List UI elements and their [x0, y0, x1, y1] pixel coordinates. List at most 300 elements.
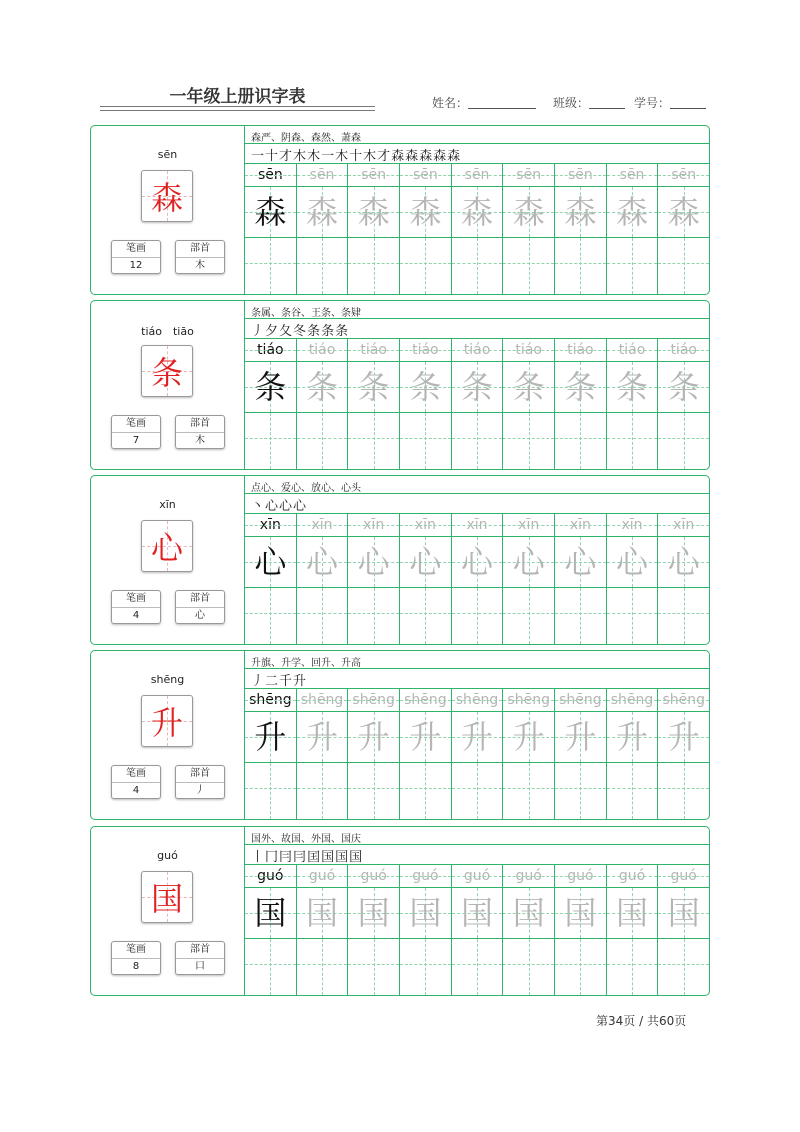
blank-practice-box[interactable]: [503, 413, 554, 469]
practice-pinyin: shēng: [348, 689, 399, 712]
stroke-count-box: [111, 941, 161, 975]
practice-pinyin: guó: [348, 865, 399, 888]
page-number: 第34页 / 共60页: [596, 1014, 687, 1028]
practice-pinyin: shēng: [245, 689, 296, 712]
practice-pinyin: tiáo: [348, 339, 399, 362]
practice-cell[interactable]: [502, 514, 554, 644]
blank-practice-box[interactable]: [297, 413, 348, 469]
practice-pinyin: guó: [245, 865, 296, 888]
blank-practice-box[interactable]: [503, 939, 554, 995]
blank-practice-box[interactable]: [245, 939, 296, 995]
radical-box: [175, 590, 225, 624]
practice-cell[interactable]: [554, 339, 606, 469]
practice-pinyin: shēng: [400, 689, 451, 712]
practice-grid: [245, 514, 709, 644]
practice-cell[interactable]: [606, 514, 658, 644]
practice-pinyin: tiáo: [658, 339, 709, 362]
practice-char: 森: [254, 193, 287, 231]
practice-pinyin: xīn: [658, 514, 709, 537]
stroke-step: 冃: [293, 850, 308, 865]
stroke-step: 囯: [307, 850, 322, 865]
character-box: [141, 695, 193, 747]
blank-practice-box[interactable]: [555, 763, 606, 819]
practice-char: 森: [667, 193, 700, 231]
blank-practice-box[interactable]: [658, 939, 709, 995]
blank-practice-box[interactable]: [400, 588, 451, 644]
practice-pinyin: guó: [503, 865, 554, 888]
practice-cell[interactable]: [347, 164, 399, 294]
character-box: [141, 345, 193, 397]
practice-char: 国: [254, 894, 287, 932]
practice-char: 心: [564, 543, 597, 581]
blank-practice-box[interactable]: [452, 763, 503, 819]
character-card: [90, 475, 710, 645]
blank-practice-box[interactable]: [348, 238, 399, 294]
character-pinyin: shēng: [150, 673, 185, 686]
stroke-step: 丿: [251, 674, 266, 689]
radical-box: [175, 765, 225, 799]
class-blank[interactable]: [589, 96, 625, 109]
character-card: [90, 826, 710, 996]
blank-practice-box[interactable]: [555, 939, 606, 995]
practice-char: 森: [616, 193, 649, 231]
page-title: 一年级上册识字表: [169, 87, 306, 107]
blank-practice-box[interactable]: [452, 588, 503, 644]
practice-cell[interactable]: [502, 339, 554, 469]
blank-practice-box[interactable]: [400, 413, 451, 469]
blank-practice-box[interactable]: [555, 238, 606, 294]
practice-char: 森: [461, 193, 494, 231]
stroke-count-box: [111, 590, 161, 624]
practice-pinyin: sēn: [503, 164, 554, 187]
practice-pinyin: xīn: [245, 514, 296, 537]
practice-pinyin: xīn: [400, 514, 451, 537]
main-character: 心: [150, 529, 183, 567]
practice-pinyin: sēn: [245, 164, 296, 187]
practice-char: 国: [461, 894, 494, 932]
practice-cell[interactable]: [657, 689, 709, 819]
stroke-step: 心: [279, 499, 294, 514]
blank-practice-box[interactable]: [348, 763, 399, 819]
practice-char: 心: [357, 543, 390, 581]
stroke-order: [251, 846, 363, 865]
practice-cell[interactable]: [451, 865, 503, 995]
practice-pinyin: shēng: [452, 689, 503, 712]
practice-char: 森: [512, 193, 545, 231]
practice-pinyin: guó: [400, 865, 451, 888]
blank-practice-box[interactable]: [297, 763, 348, 819]
blank-practice-box[interactable]: [607, 588, 658, 644]
blank-practice-box[interactable]: [297, 588, 348, 644]
practice-area: [245, 301, 709, 469]
practice-pinyin: guó: [607, 865, 658, 888]
practice-char: 条: [461, 368, 494, 406]
stroke-step: 森: [391, 149, 406, 164]
blank-practice-box[interactable]: [452, 238, 503, 294]
stroke-count-value: 8: [132, 961, 140, 972]
practice-pinyin: sēn: [452, 164, 503, 187]
practice-char: 国: [409, 894, 442, 932]
blank-practice-box[interactable]: [503, 763, 554, 819]
practice-char: 条: [616, 368, 649, 406]
practice-pinyin: xīn: [297, 514, 348, 537]
stroke-step: 心: [265, 499, 280, 514]
class-label: 班级：: [553, 96, 590, 110]
practice-cell[interactable]: [347, 689, 399, 819]
blank-practice-box[interactable]: [503, 238, 554, 294]
character-card: [90, 650, 710, 820]
practice-cell[interactable]: [554, 514, 606, 644]
practice-cell[interactable]: [399, 339, 451, 469]
practice-char: 条: [306, 368, 339, 406]
practice-cell[interactable]: [657, 865, 709, 995]
character-box: [141, 520, 193, 572]
practice-char: 心: [512, 543, 545, 581]
character-pinyin: sēn: [157, 148, 178, 161]
stroke-count-box: [111, 765, 161, 799]
practice-cell[interactable]: [347, 339, 399, 469]
main-character: 国: [150, 880, 183, 918]
stroke-count-value: 4: [132, 785, 140, 796]
practice-cell[interactable]: [606, 865, 658, 995]
practice-pinyin: guó: [555, 865, 606, 888]
stroke-step: 冬: [293, 324, 308, 339]
character-info: [91, 126, 245, 294]
stroke-step: 国: [349, 850, 364, 865]
stroke-count-box: [111, 240, 161, 274]
practice-char: 国: [564, 894, 597, 932]
example-words: 森严、阴森、森然、萧森: [251, 133, 361, 144]
radical-box: [175, 941, 225, 975]
name-field[interactable]: [432, 94, 536, 111]
practice-cell[interactable]: [245, 865, 296, 995]
blank-practice-box[interactable]: [400, 238, 451, 294]
practice-pinyin: xīn: [555, 514, 606, 537]
practice-char: 心: [461, 543, 494, 581]
stroke-step: 森: [419, 149, 434, 164]
stroke-step: 才: [279, 149, 294, 164]
practice-cell[interactable]: [606, 689, 658, 819]
blank-practice-box[interactable]: [400, 939, 451, 995]
practice-char: 心: [306, 543, 339, 581]
stroke-count-value: 12: [129, 260, 143, 271]
practice-cell[interactable]: [245, 339, 296, 469]
practice-pinyin: shēng: [297, 689, 348, 712]
stroke-step: 森: [405, 149, 420, 164]
practice-char: 国: [667, 894, 700, 932]
stroke-step: 木才: [363, 149, 392, 164]
practice-pinyin: guó: [297, 865, 348, 888]
practice-pinyin: tiáo: [297, 339, 348, 362]
stroke-step: 条: [307, 324, 322, 339]
blank-practice-box[interactable]: [658, 588, 709, 644]
blank-practice-box[interactable]: [452, 413, 503, 469]
example-words: 升旗、升学、回升、升高: [251, 658, 361, 669]
stroke-step: 森: [433, 149, 448, 164]
name-label: 姓名：: [432, 96, 469, 110]
practice-cell[interactable]: [296, 164, 348, 294]
practice-cell[interactable]: [451, 164, 503, 294]
practice-char: 升: [254, 718, 287, 756]
radical-value: 木: [195, 260, 205, 271]
main-character: 升: [150, 704, 183, 742]
practice-char: 升: [461, 718, 494, 756]
character-pinyin: guó: [157, 849, 178, 862]
radical-label: 部首: [176, 942, 224, 959]
practice-area: [245, 476, 709, 644]
character-info: [91, 476, 245, 644]
character-info: [91, 301, 245, 469]
blank-practice-box[interactable]: [503, 588, 554, 644]
main-character: 森: [150, 179, 183, 217]
practice-cell[interactable]: [657, 164, 709, 294]
stroke-order: [251, 320, 349, 339]
example-words: 国外、故国、外国、国庆: [251, 834, 361, 845]
stroke-step: 二: [265, 674, 280, 689]
stroke-step: 夕: [265, 324, 280, 339]
blank-practice-box[interactable]: [348, 939, 399, 995]
blank-practice-box[interactable]: [245, 238, 296, 294]
practice-char: 条: [667, 368, 700, 406]
practice-char: 森: [357, 193, 390, 231]
practice-cell[interactable]: [502, 689, 554, 819]
stroke-count-value: 4: [132, 610, 140, 621]
practice-char: 森: [409, 193, 442, 231]
character-card: [90, 300, 710, 470]
practice-cell[interactable]: [399, 514, 451, 644]
practice-area: [245, 651, 709, 819]
stroke-step: 千: [279, 674, 294, 689]
stroke-step: 冂: [265, 850, 280, 865]
blank-practice-box[interactable]: [245, 413, 296, 469]
divider: [245, 318, 709, 319]
blank-practice-box[interactable]: [245, 763, 296, 819]
practice-cell[interactable]: [296, 339, 348, 469]
divider: [245, 493, 709, 494]
example-words: 点心、爱心、放心、心头: [251, 483, 361, 494]
practice-cell[interactable]: [657, 339, 709, 469]
stroke-step: 国: [321, 850, 336, 865]
practice-char: 升: [564, 718, 597, 756]
stroke-step: 木一: [307, 149, 336, 164]
practice-char: 条: [357, 368, 390, 406]
practice-pinyin: tiáo: [452, 339, 503, 362]
practice-cell[interactable]: [296, 689, 348, 819]
character-pinyin: xīn: [159, 498, 176, 511]
stroke-step: 条: [321, 324, 336, 339]
stroke-step: 升: [293, 674, 308, 689]
practice-cell[interactable]: [399, 689, 451, 819]
practice-char: 国: [357, 894, 390, 932]
practice-char: 条: [409, 368, 442, 406]
practice-char: 条: [512, 368, 545, 406]
practice-grid: [245, 339, 709, 469]
blank-practice-box[interactable]: [297, 939, 348, 995]
practice-char: 心: [616, 543, 649, 581]
practice-cell[interactable]: [451, 689, 503, 819]
practice-pinyin: shēng: [607, 689, 658, 712]
practice-pinyin: guó: [658, 865, 709, 888]
character-info: [91, 651, 245, 819]
blank-practice-box[interactable]: [400, 763, 451, 819]
practice-pinyin: guó: [452, 865, 503, 888]
divider: [245, 844, 709, 845]
practice-char: 森: [564, 193, 597, 231]
character-box: [141, 871, 193, 923]
stroke-step: 国: [335, 850, 350, 865]
radical-label: 部首: [176, 416, 224, 433]
practice-pinyin: sēn: [348, 164, 399, 187]
stroke-order: [251, 145, 461, 164]
stroke-order: [251, 495, 307, 514]
practice-cell[interactable]: [347, 865, 399, 995]
practice-pinyin: tiáo: [555, 339, 606, 362]
stroke-step: 心: [293, 499, 308, 514]
practice-cell[interactable]: [399, 164, 451, 294]
practice-cell[interactable]: [451, 514, 503, 644]
practice-char: 升: [512, 718, 545, 756]
practice-cell[interactable]: [245, 514, 296, 644]
practice-char: 国: [512, 894, 545, 932]
practice-cell[interactable]: [399, 865, 451, 995]
blank-practice-box[interactable]: [658, 763, 709, 819]
practice-grid: [245, 689, 709, 819]
id-field[interactable]: [634, 94, 706, 111]
practice-pinyin: shēng: [555, 689, 606, 712]
practice-pinyin: tiáo: [607, 339, 658, 362]
practice-pinyin: sēn: [400, 164, 451, 187]
practice-area: [245, 126, 709, 294]
practice-cell[interactable]: [347, 514, 399, 644]
example-words: 条属、条谷、王条、条肄: [251, 308, 361, 319]
practice-cell[interactable]: [296, 514, 348, 644]
practice-cell[interactable]: [451, 339, 503, 469]
practice-pinyin: sēn: [658, 164, 709, 187]
blank-practice-box[interactable]: [658, 238, 709, 294]
stroke-count-label: 笔画: [112, 942, 160, 959]
practice-char: 心: [667, 543, 700, 581]
practice-char: 条: [564, 368, 597, 406]
practice-area: [245, 827, 709, 995]
character-card: [90, 125, 710, 295]
stroke-count-label: 笔画: [112, 416, 160, 433]
character-info: [91, 827, 245, 995]
practice-pinyin: sēn: [555, 164, 606, 187]
practice-cell[interactable]: [606, 164, 658, 294]
name-blank[interactable]: [468, 96, 536, 109]
practice-pinyin: sēn: [297, 164, 348, 187]
practice-pinyin: xīn: [607, 514, 658, 537]
stroke-step: 森: [447, 149, 462, 164]
practice-cell[interactable]: [606, 339, 658, 469]
practice-char: 升: [409, 718, 442, 756]
stroke-step: 一: [251, 149, 266, 164]
practice-cell[interactable]: [502, 164, 554, 294]
id-blank[interactable]: [670, 96, 706, 109]
radical-label: 部首: [176, 591, 224, 608]
practice-cell[interactable]: [554, 865, 606, 995]
stroke-count-label: 笔画: [112, 766, 160, 783]
practice-pinyin: tiáo: [245, 339, 296, 362]
radical-value: 丿: [195, 785, 205, 796]
practice-pinyin: tiáo: [400, 339, 451, 362]
practice-cell[interactable]: [657, 514, 709, 644]
radical-box: [175, 240, 225, 274]
practice-pinyin: shēng: [503, 689, 554, 712]
main-character: 条: [150, 354, 183, 392]
radical-label: 部首: [176, 241, 224, 258]
practice-char: 心: [254, 543, 287, 581]
practice-char: 条: [254, 368, 287, 406]
id-label: 学号：: [634, 96, 671, 110]
divider: [245, 668, 709, 669]
practice-pinyin: sēn: [607, 164, 658, 187]
practice-cell[interactable]: [245, 689, 296, 819]
blank-practice-box[interactable]: [245, 588, 296, 644]
blank-practice-box[interactable]: [555, 588, 606, 644]
practice-char: 国: [306, 894, 339, 932]
stroke-count-value: 7: [132, 435, 140, 446]
blank-practice-box[interactable]: [348, 413, 399, 469]
practice-cell[interactable]: [296, 865, 348, 995]
class-field[interactable]: [553, 94, 625, 111]
stroke-count-label: 笔画: [112, 591, 160, 608]
character-pinyin: tiáo tiāo: [141, 325, 194, 338]
blank-practice-box[interactable]: [452, 939, 503, 995]
title-underline: [100, 106, 375, 107]
blank-practice-box[interactable]: [348, 588, 399, 644]
practice-pinyin: xīn: [348, 514, 399, 537]
title-underline-2: [100, 110, 375, 111]
practice-pinyin: tiáo: [503, 339, 554, 362]
practice-char: 升: [616, 718, 649, 756]
practice-cell[interactable]: [502, 865, 554, 995]
character-box: [141, 170, 193, 222]
blank-practice-box[interactable]: [555, 413, 606, 469]
stroke-step: 条: [335, 324, 350, 339]
practice-cell[interactable]: [245, 164, 296, 294]
practice-cell[interactable]: [554, 164, 606, 294]
blank-practice-box[interactable]: [297, 238, 348, 294]
practice-pinyin: xīn: [503, 514, 554, 537]
blank-practice-box[interactable]: [607, 763, 658, 819]
stroke-step: 夂: [279, 324, 294, 339]
stroke-step: 丿: [251, 324, 266, 339]
practice-cell[interactable]: [554, 689, 606, 819]
practice-char: 升: [306, 718, 339, 756]
practice-char: 森: [306, 193, 339, 231]
practice-grid: [245, 164, 709, 294]
practice-pinyin: xīn: [452, 514, 503, 537]
blank-practice-box[interactable]: [607, 939, 658, 995]
practice-grid: [245, 865, 709, 995]
stroke-order: [251, 670, 307, 689]
blank-practice-box[interactable]: [607, 413, 658, 469]
stroke-step: 十: [265, 149, 280, 164]
practice-char: 国: [616, 894, 649, 932]
radical-value: 木: [195, 435, 205, 446]
blank-practice-box[interactable]: [607, 238, 658, 294]
blank-practice-box[interactable]: [658, 413, 709, 469]
stroke-count-box: [111, 415, 161, 449]
stroke-step: 冃: [279, 850, 294, 865]
divider: [245, 143, 709, 144]
stroke-step: 丨: [251, 850, 266, 865]
stroke-step: 木: [293, 149, 308, 164]
radical-value: 心: [195, 610, 205, 621]
stroke-step: 木十: [335, 149, 364, 164]
radical-box: [175, 415, 225, 449]
